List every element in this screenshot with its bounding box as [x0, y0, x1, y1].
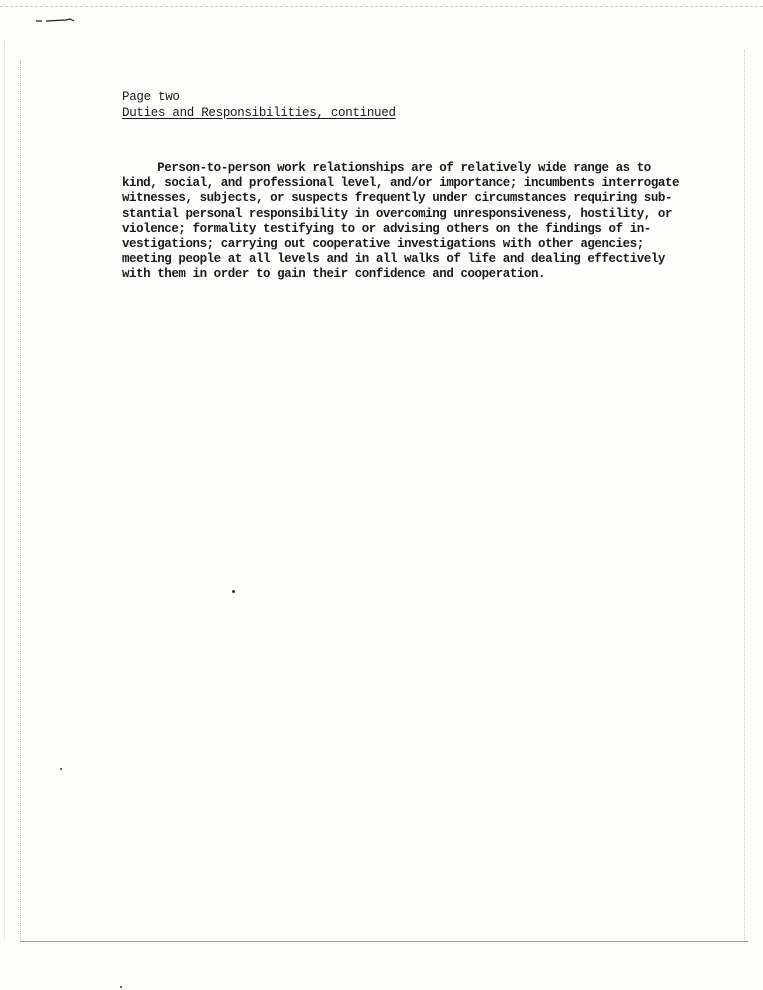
- body-paragraph: [122, 161, 682, 283]
- scan-edge-top: [0, 6, 763, 7]
- corner-scribble-mark: [36, 16, 76, 24]
- scan-edge-left-outer: [4, 40, 5, 940]
- scan-speck: [60, 768, 62, 770]
- scan-speck: [120, 986, 122, 988]
- paragraph-line: meeting people at all levels and in all walks of life and dealing effectively: [122, 252, 665, 267]
- paragraph-line: stantial personal responsibility in overcoming unresponsiveness, hostility, or: [122, 206, 672, 221]
- scan-edge-left: [20, 60, 21, 940]
- scan-speck: [232, 590, 235, 593]
- paragraph-line: with them in order to gain their confidence and cooperation.: [122, 267, 546, 282]
- paragraph-line: witnesses, subjects, or suspects frequently under circumstances requiring sub-: [122, 191, 672, 206]
- section-title: Duties and Responsibilities, continued: [122, 106, 396, 120]
- scan-edge-right: [744, 50, 745, 940]
- scan-edge-bottom: [20, 941, 748, 942]
- paragraph-line: violence; formality testifying to or advising others on the findings of in-: [122, 221, 651, 236]
- paragraph-line: Person-to-person work relationships are of relatively wide range as to: [122, 161, 651, 175]
- page-label: Page two: [122, 90, 180, 104]
- paragraph-line: kind, social, and professional level, and/or importance; incumbents interrogate: [122, 176, 680, 191]
- paragraph-line: vestigations; carrying out cooperative investigations with other agencies;: [122, 237, 644, 252]
- page-header: [122, 89, 396, 121]
